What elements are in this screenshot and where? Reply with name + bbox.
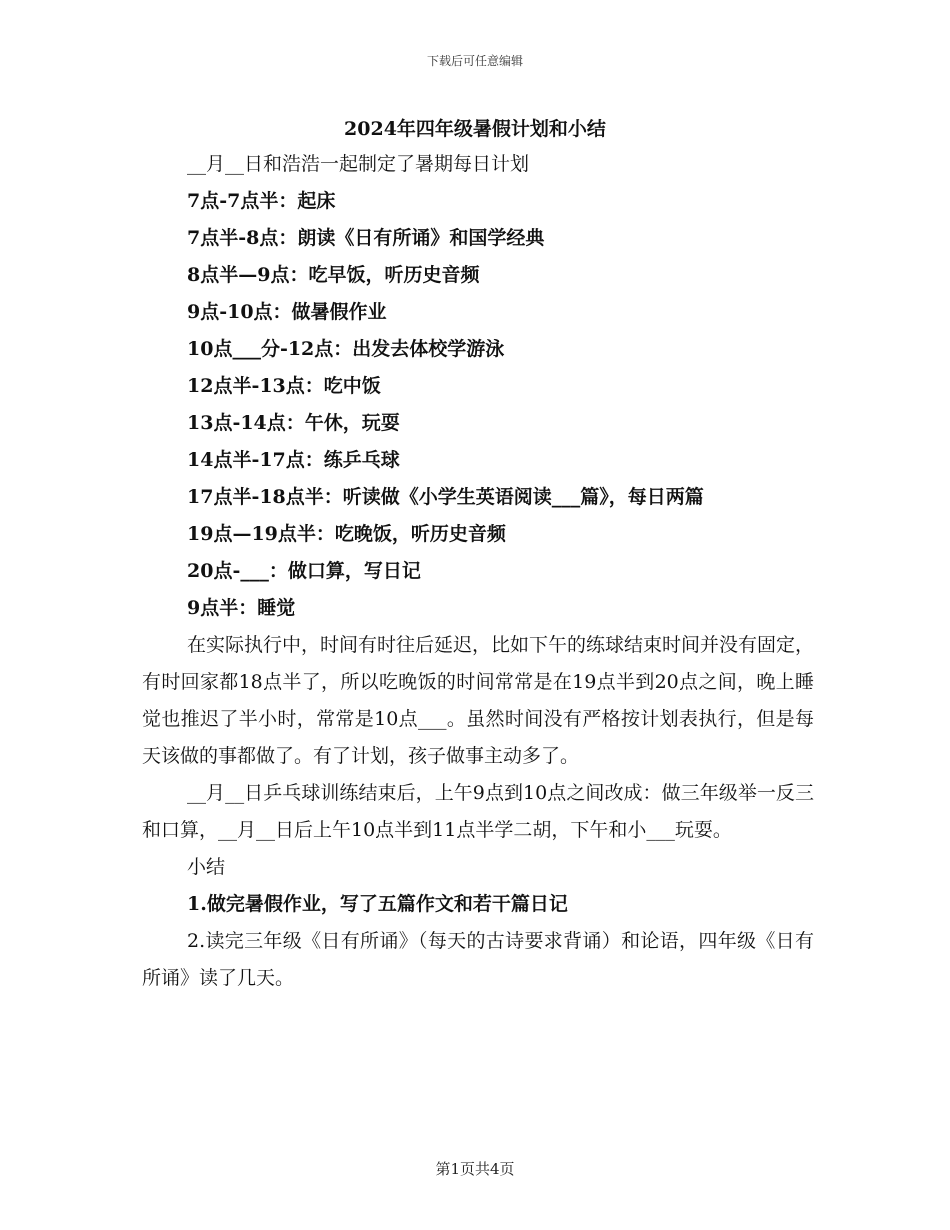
- schedule-item: 9点半：睡觉: [187, 597, 296, 619]
- schedule-item: 10点___分-12点：出发去体校学游泳: [187, 338, 505, 360]
- summary-item: 2.读完三年级《日有所诵》（每天的古诗要求背诵）和论语，四年级《日有所诵》读了几天。: [142, 930, 814, 989]
- schedule-item: 9点-10点：做暑假作业: [187, 301, 387, 323]
- summary-item: 1.做完暑假作业，写了五篇作文和若干篇日记: [187, 893, 568, 915]
- schedule-item: 17点半-18点半：听读做《小学生英语阅读___篇》，每日两篇: [187, 486, 704, 508]
- schedule-item: 20点-___：做口算，写日记: [187, 560, 421, 582]
- execution-paragraph: 在实际执行中，时间有时往后延迟，比如下午的练球结束时间并没有固定，有时回家都18点半了，所以吃晚饭的时间常常是在19点半到20点之间，晚上睡觉也推迟了半小时，常常是10点___。虽然时间没有严格按计划表执行，但是每天该做的事都做了。有了计划，孩子做事主动多了。: [142, 634, 815, 767]
- schedule-item: 7点-7点半：起床: [187, 190, 336, 212]
- schedule-item: 19点—19点半：吃晚饭，听历史音频: [187, 523, 506, 545]
- summary-heading: 小结: [187, 856, 226, 878]
- header-note: 下载后可任意编辑: [426, 54, 523, 68]
- schedule-item: 12点半-13点：吃中饭: [187, 375, 381, 397]
- schedule-item: 8点半—9点：吃早饭，听历史音频: [187, 264, 480, 286]
- schedule-item: 13点-14点：午休，玩耍: [187, 412, 400, 434]
- document-title: 2024年四年级暑假计划和小结: [344, 118, 606, 140]
- schedule-item: 14点半-17点：练乒乓球: [187, 449, 400, 471]
- document-body: [142, 146, 814, 997]
- page-footer: 第1页共4页: [435, 1160, 515, 1178]
- adjustment-paragraph: __月__日乒乓球训练结束后，上午9点到10点之间改成：做三年级举一反三和口算，__月__日后上午10点半到11点半学二胡，下午和小___玩耍。: [142, 782, 814, 841]
- schedule-list: [142, 183, 814, 627]
- schedule-item: 7点半-8点：朗读《日有所诵》和国学经典: [187, 227, 545, 249]
- intro-line: __月__日和浩浩一起制定了暑期每日计划: [187, 153, 530, 175]
